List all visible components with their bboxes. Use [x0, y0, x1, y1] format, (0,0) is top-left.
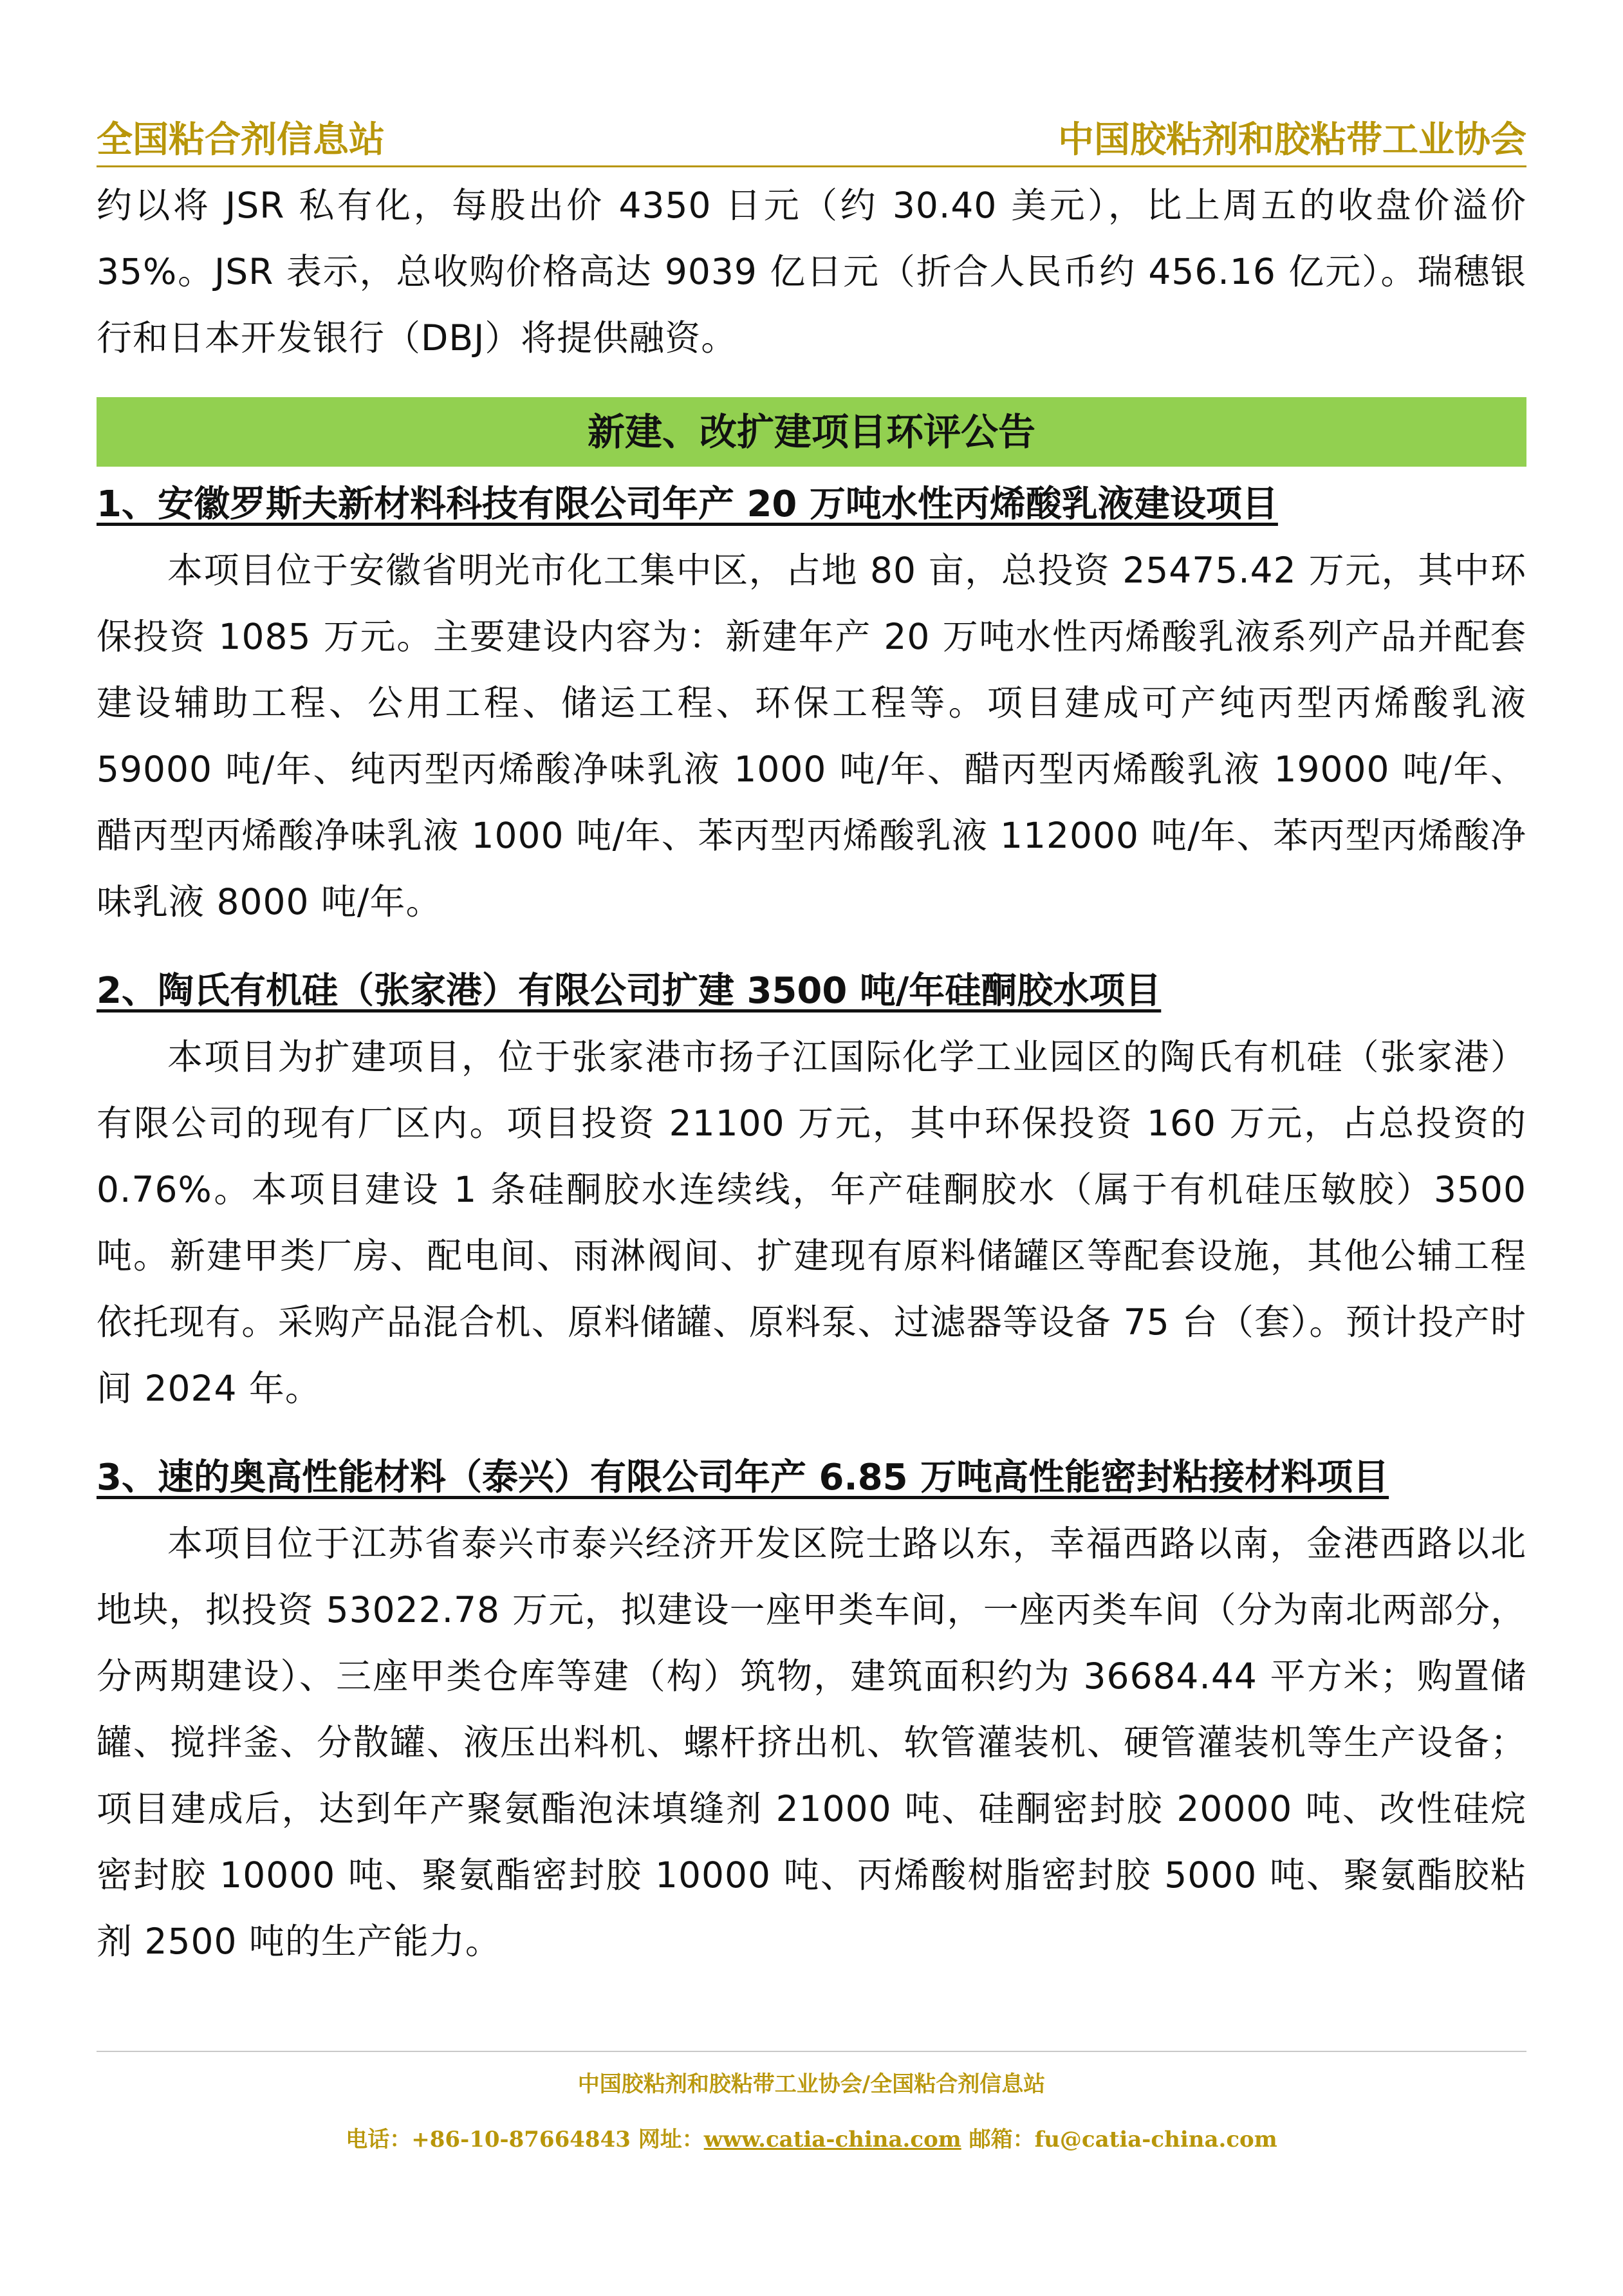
section-title-2: 2、陶氏有机硅（张家港）有限公司扩建 3500 吨/年硅酮胶水项目	[97, 970, 1162, 1012]
footer-phone: 电话：+86-10-87664843	[346, 2127, 631, 2152]
page-footer	[97, 2051, 1526, 2159]
header-divider	[97, 165, 1526, 167]
footer-org-names: 中国胶粘剂和胶粘带工业协会/全国粘合剂信息站	[577, 2071, 1046, 2097]
header-association-name: 中国胶粘剂和胶粘带工业协会	[1058, 119, 1526, 161]
footer-website-link[interactable]: www.catia-china.com	[703, 2127, 961, 2152]
footer-divider	[97, 2051, 1526, 2052]
page-content	[97, 173, 1526, 1975]
section-body-2: 本项目为扩建项目，位于张家港市扬子江国际化学工业园区的陶氏有机硅（张家港）有限公司的现有厂区内。项目投资 21100 万元，其中环保投资 160 万元，占总投资的 0.76%。本项目建设 1 条硅酮胶水连续线，年产硅酮胶水（属于有机硅压敏胶）3500 吨。新建甲类厂房、配电间、雨淋阀间、扩建现有原料储罐区等配套设施，其他公辅工程依托现有。采购产品混合机、原料储罐、原料泵、过滤器等设备 75 台（套）。预计投产时间 2024 年。	[97, 1036, 1526, 1409]
page-header	[97, 115, 1526, 167]
section-body-3: 本项目位于江苏省泰兴市泰兴经济开发区院士路以东，幸福西路以南，金港西路以北地块，拟投资 53022.78 万元，拟建设一座甲类车间，一座丙类车间（分为南北两部分，分两期建设）、三座甲类仓库等建（构）筑物，建筑面积约为 36684.44 平方米；购置储罐、搅拌釜、分散罐、液压出料机、螺杆挤出机、软管灌装机、硬管灌装机等生产设备；项目建成后，达到年产聚氨酯泡沫填缝剂 21000 吨、硅酮密封胶 20000 吨、改性硅烷密封胶 10000 吨、聚氨酯密封胶 10000 吨、丙烯酸树脂密封胶 5000 吨、聚氨酯胶粘剂 2500 吨的生产能力。	[97, 1523, 1526, 1962]
section-body-1: 本项目位于安徽省明光市化工集中区，占地 80 亩，总投资 25475.42 万元，其中环保投资 1085 万元。主要建设内容为：新建年产 20 万吨水性丙烯酸乳液系列产品并配套建设辅助工程、公用工程、储运工程、环保工程等。项目建成可产纯丙型丙烯酸乳液 59000 吨/年、纯丙型丙烯酸净味乳液 1000 吨/年、醋丙型丙烯酸乳液 19000 吨/年、醋丙型丙烯酸净味乳液 1000 吨/年、苯丙型丙烯酸乳液 112000 吨/年、苯丙型丙烯酸净味乳液 8000 吨/年。	[97, 550, 1526, 922]
footer-contact	[97, 2120, 1526, 2159]
footer-email[interactable]: fu@catia-china.com	[1034, 2127, 1277, 2152]
footer-site-label: 网址：	[638, 2127, 704, 2152]
intro-paragraph: 约以将 JSR 私有化，每股出价 4350 日元（约 30.40 美元），比上周五的收盘价溢价 35%。JSR 表示，总收购价格高达 9039 亿日元（折合人民币约 456.16 亿元）。瑞穗银行和日本开发银行（DBJ）将提供融资。	[97, 185, 1526, 359]
section-banner: 新建、改扩建项目环评公告	[97, 397, 1526, 467]
section-title-1: 1、安徽罗斯夫新材料科技有限公司年产 20 万吨水性丙烯酸乳液建设项目	[97, 483, 1278, 525]
section-title-3: 3、速的奥高性能材料（泰兴）有限公司年产 6.85 万吨高性能密封粘接材料项目	[97, 1457, 1389, 1498]
header-site-name: 全国粘合剂信息站	[97, 119, 385, 161]
footer-email-label: 邮箱：	[969, 2127, 1035, 2152]
